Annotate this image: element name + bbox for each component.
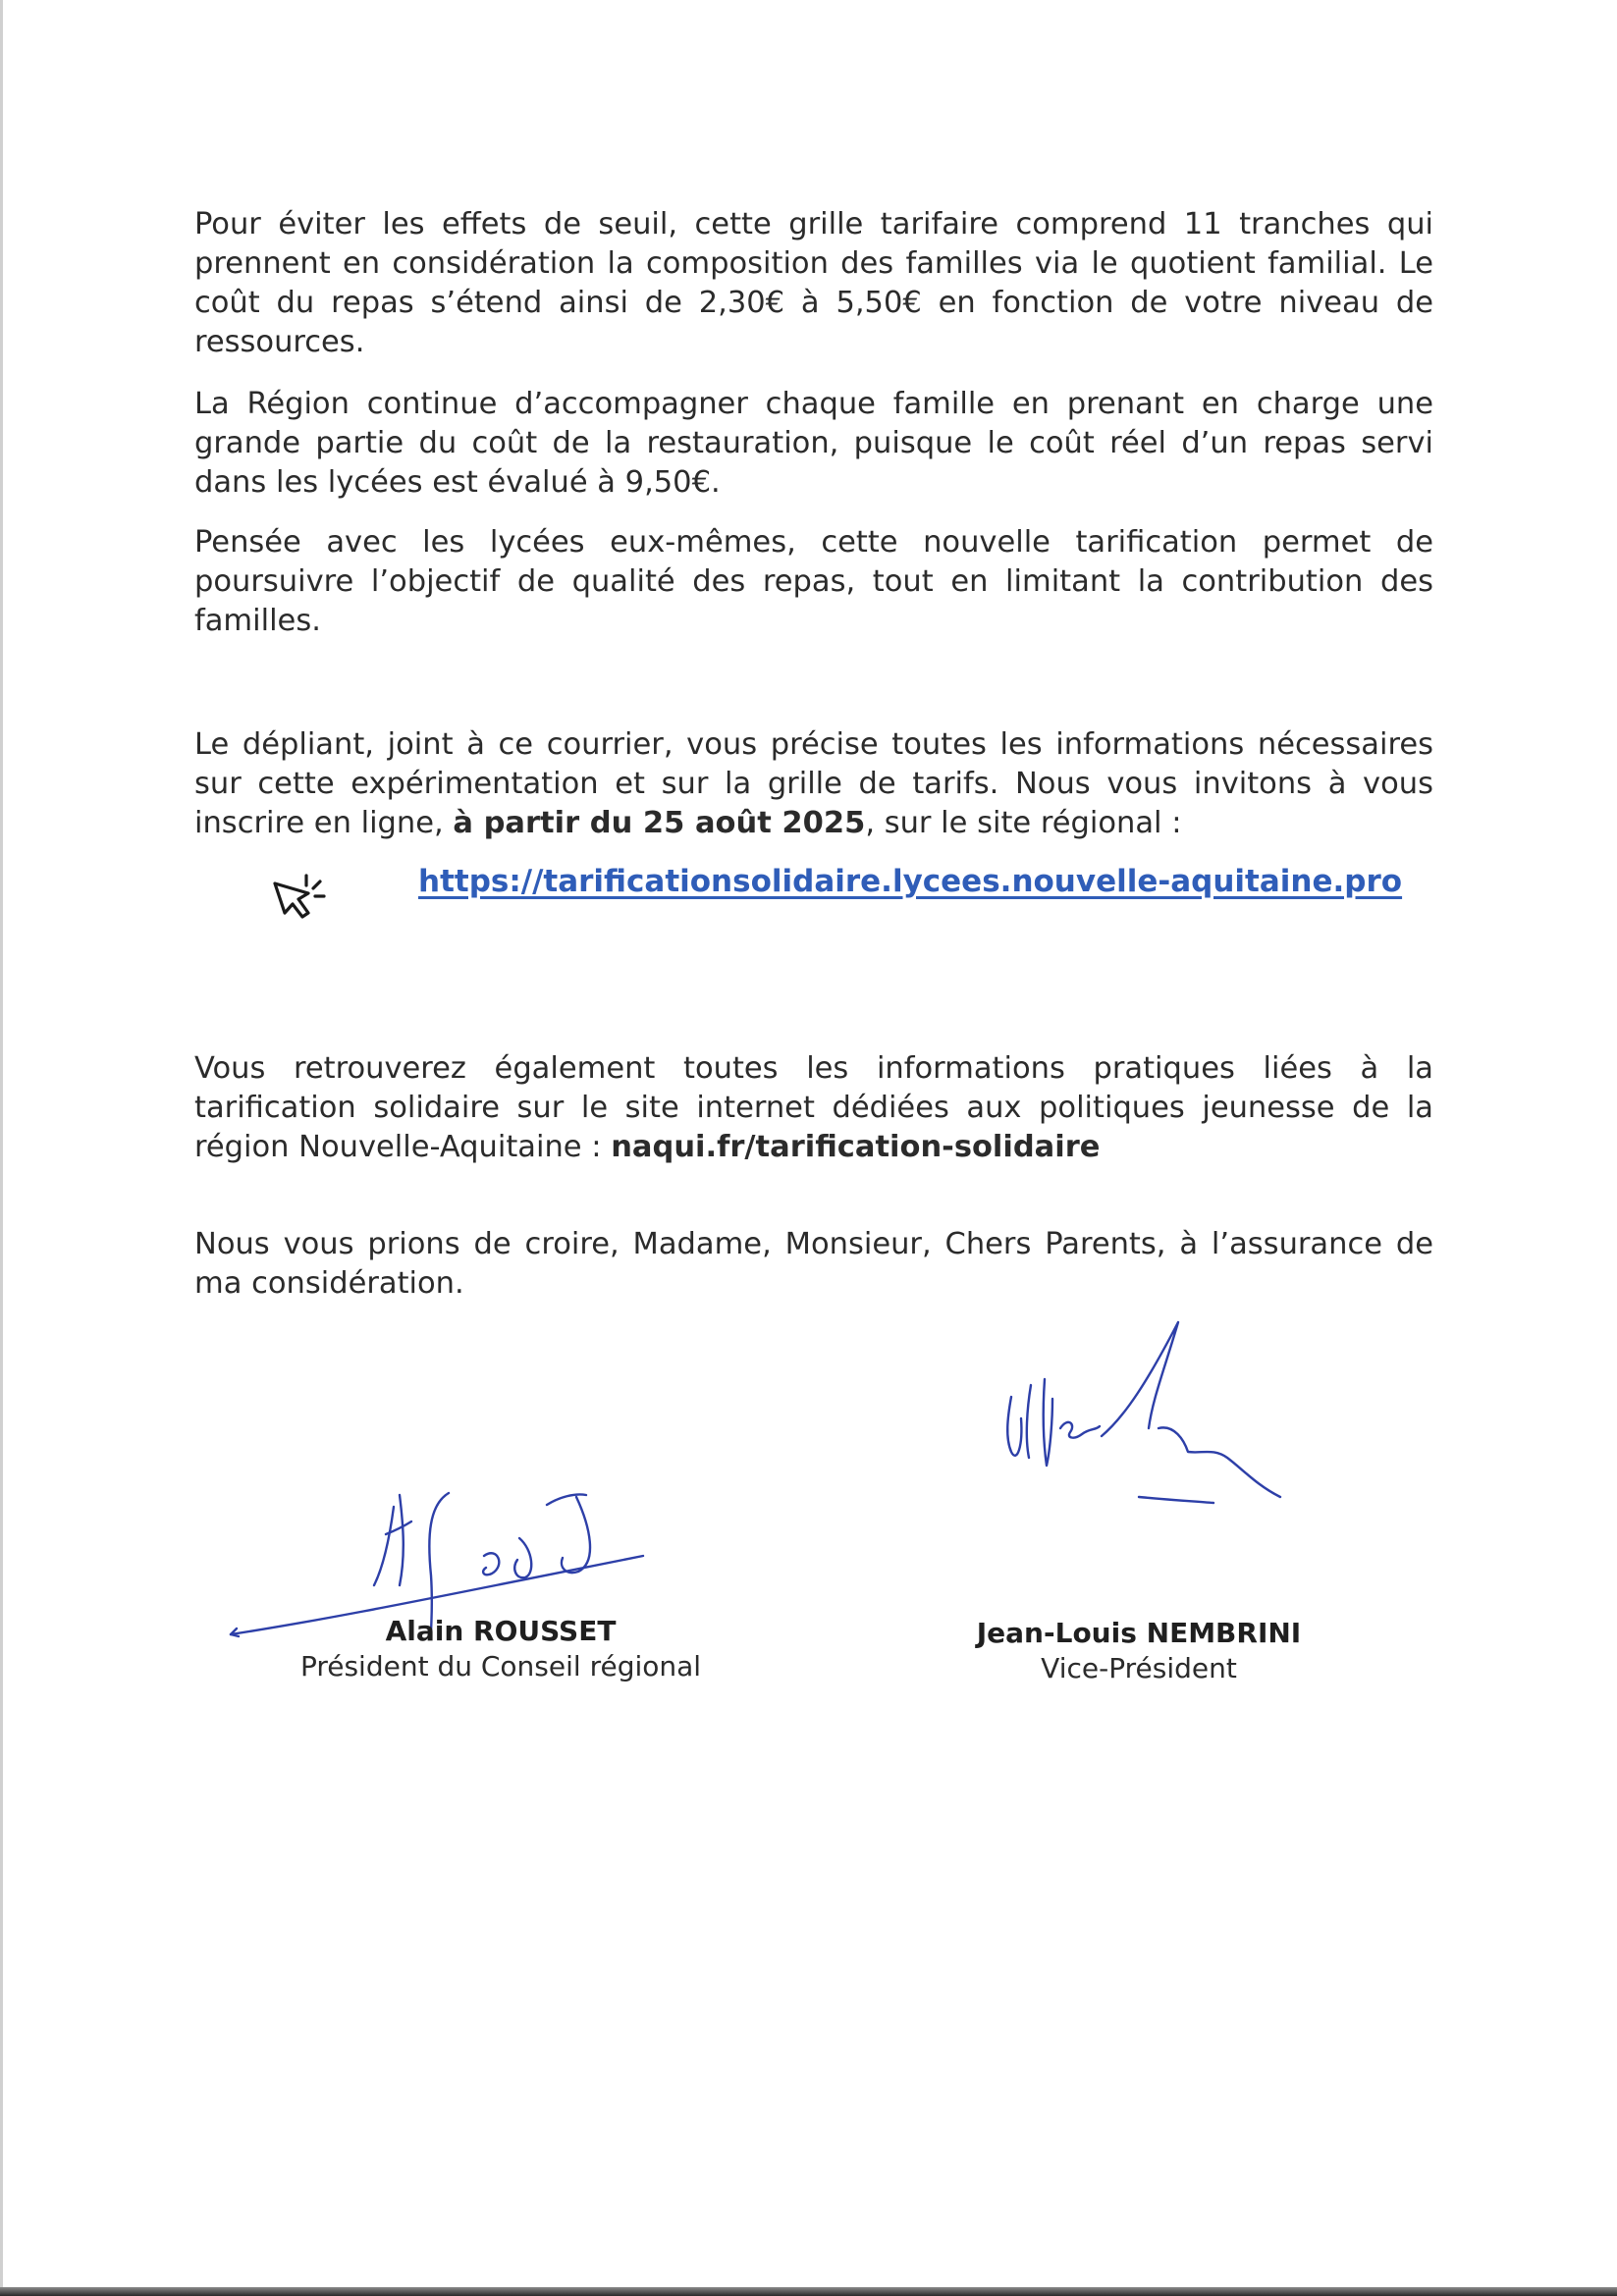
signatory-name: Jean-Louis NEMBRINI xyxy=(976,1617,1302,1649)
more-info-text: Vous retrouverez également toutes les informations pratiques liées à la tarification solidaire sur le site internet dédiées aux politiques jeunesse de la région Nouvelle-Aquitaine : xyxy=(194,1051,1433,1164)
registration-link-row xyxy=(265,852,1443,931)
signatory-name: Alain ROUSSET xyxy=(385,1615,617,1647)
paragraph-price-brackets: Pour éviter les effets de seuil, cette grille tarifaire comprend 11 tranches qui prennent en considération la composition des familles via le quotient familial. Le coût du repas s’étend ainsi de 2,30€ à 5,50€ en fonction de votre niveau de ressources. xyxy=(194,207,1433,359)
registration-link[interactable]: https://tarificationsolidaire.lycees.nouvelle-aquitaine.pro xyxy=(418,864,1403,899)
signatory-vice-president xyxy=(884,1616,1394,1686)
scan-left-edge xyxy=(0,0,3,2296)
paragraph-meal-quality: Pensée avec les lycées eux-mêmes, cette nouvelle tarification permet de poursuivre l’objectif de qualité des repas, tout en limitant la contribution des familles. xyxy=(194,525,1433,638)
paragraph-closing: Nous vous prions de croire, Madame, Monsieur, Chers Parents, à l’assurance de ma considération. xyxy=(194,1227,1433,1301)
scan-bottom-edge xyxy=(0,2287,1617,2296)
paragraph-registration xyxy=(194,725,1433,843)
more-info-url: naqui.fr/tarification-solidaire xyxy=(611,1130,1101,1164)
registration-text: Le dépliant, joint à ce courrier, vous précise toutes les informations nécessaires sur cette expérimentation et sur la grille de tarifs. Nous vous invitons à vous inscrire en ligne, xyxy=(194,727,1433,840)
paragraph-region-support: La Région continue d’accompagner chaque famille en prenant en charge une grande partie du coût de la restauration, puisque le coût réel d’un repas servi dans les lycées est évalué à 9,50€. xyxy=(194,387,1433,500)
registration-text-end: , sur le site régional : xyxy=(865,806,1182,840)
signatory-president xyxy=(255,1614,746,1684)
signatory-role: Vice-Président xyxy=(1041,1652,1237,1684)
signatory-role: Président du Conseil régional xyxy=(299,1650,702,1682)
signature-jean-louis-nembrini xyxy=(992,1310,1296,1522)
paragraph-more-info xyxy=(194,1049,1433,1167)
registration-date: à partir du 25 août 2025 xyxy=(453,806,866,840)
cursor-click-icon xyxy=(269,864,328,923)
